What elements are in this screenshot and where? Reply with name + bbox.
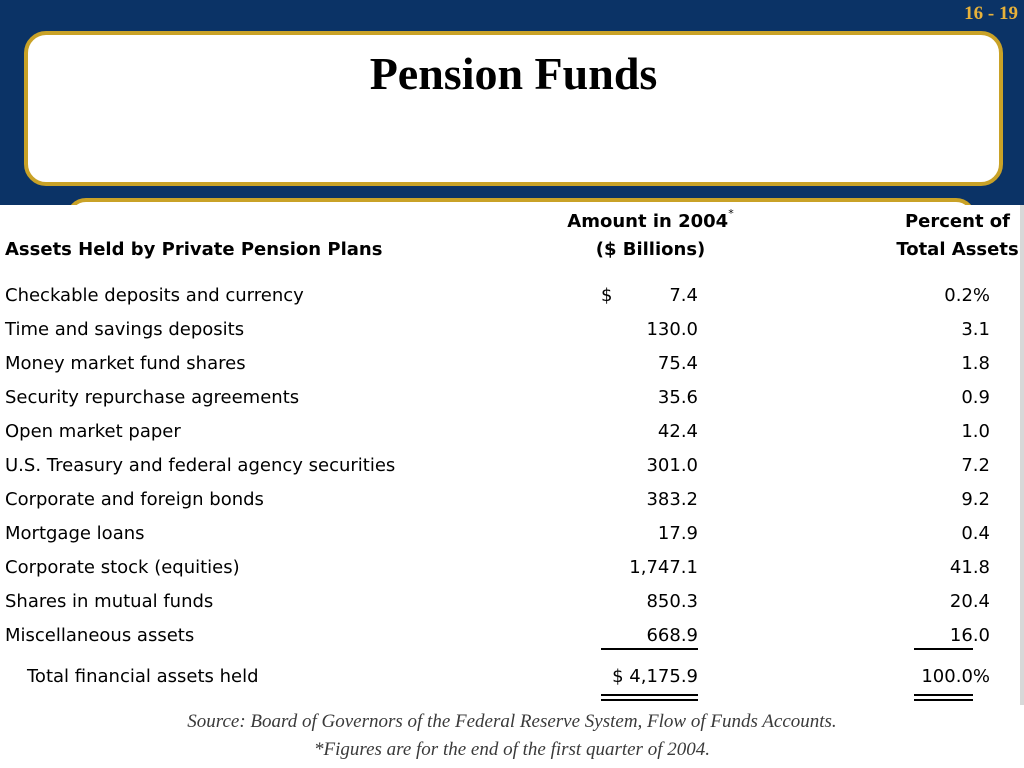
row-amount: 17.9	[657, 523, 698, 544]
subtotal-rule-percent	[914, 648, 973, 650]
total-amount: $ 4,175.9	[612, 666, 698, 687]
assets-table	[0, 205, 1020, 705]
row-percent: 9.2	[961, 489, 990, 510]
row-label: Mortgage loans	[5, 523, 145, 544]
row-label: Checkable deposits and currency	[5, 285, 304, 306]
row-percent: 1.8	[961, 353, 990, 374]
total-row	[0, 662, 1020, 692]
table-row	[0, 349, 1020, 379]
row-amount: 130.0	[646, 319, 698, 340]
row-percent: 0.4	[961, 523, 990, 544]
total-double-rule-percent-1	[914, 694, 973, 696]
row-percent: 0.2%	[944, 285, 990, 306]
total-double-rule-amount-2	[601, 699, 698, 701]
slide-title: Pension Funds	[369, 48, 658, 99]
total-percent: 100.0%	[921, 666, 990, 687]
row-percent: 3.1	[961, 319, 990, 340]
header-amount	[558, 208, 743, 264]
row-amount: 7.4	[669, 285, 698, 306]
total-double-rule-amount-1	[601, 694, 698, 696]
source-note: Source: Board of Governors of the Federal Reserve System, Flow of Funds Accounts.	[187, 711, 837, 732]
table-row	[0, 417, 1020, 447]
total-label: Total financial assets held	[27, 666, 259, 687]
row-amount: 42.4	[657, 421, 698, 442]
table-row	[0, 621, 1020, 651]
row-label: Money market fund shares	[5, 353, 246, 374]
header-amount-line2: ($ Billions)	[595, 239, 706, 260]
header-percent	[890, 208, 1024, 264]
header-percent-line1: Percent of	[904, 211, 1011, 232]
footnote-mark: *	[728, 207, 734, 220]
header-assets: Assets Held by Private Pension Plans	[5, 239, 383, 260]
table-row	[0, 315, 1020, 345]
row-label: Time and savings deposits	[5, 319, 245, 340]
subtotal-rule-amount	[601, 648, 698, 650]
row-percent: 0.9	[961, 387, 990, 408]
row-label: Corporate and foreign bonds	[5, 489, 264, 510]
total-double-rule-percent-2	[914, 699, 973, 701]
row-percent: 1.0	[961, 421, 990, 442]
table-row	[0, 553, 1020, 583]
row-amount: 301.0	[646, 455, 698, 476]
title-box	[24, 31, 1003, 186]
header-amount-line1: Amount in 2004	[567, 211, 729, 232]
row-label: Shares in mutual funds	[5, 591, 214, 612]
row-amount: 75.4	[657, 353, 698, 374]
row-amount: 35.6	[657, 387, 698, 408]
table-row	[0, 587, 1020, 617]
row-label: U.S. Treasury and federal agency securities	[5, 455, 396, 476]
row-amount: 850.3	[646, 591, 698, 612]
row-label: Open market paper	[5, 421, 181, 442]
footnote: *Figures are for the end of the first quarter of 2004.	[314, 739, 710, 760]
row-percent: 16.0	[949, 625, 990, 646]
table-row	[0, 383, 1020, 413]
header-percent-line2: Total Assets	[896, 239, 1019, 260]
row-percent: 41.8	[949, 557, 990, 578]
row-label: Miscellaneous assets	[5, 625, 195, 646]
row-percent: 20.4	[949, 591, 990, 612]
row-label: Security repurchase agreements	[5, 387, 300, 408]
slide-number: 16 - 19	[964, 3, 1018, 24]
row-dollar-sign: $	[601, 285, 613, 306]
table-edge	[1020, 205, 1024, 705]
row-amount: 1,747.1	[629, 557, 698, 578]
table-row	[0, 281, 1020, 311]
row-amount: 668.9	[646, 625, 698, 646]
row-amount: 383.2	[646, 489, 698, 510]
row-percent: 7.2	[961, 455, 990, 476]
table-row	[0, 485, 1020, 515]
table-row	[0, 451, 1020, 481]
row-label: Corporate stock (equities)	[5, 557, 240, 578]
table-row	[0, 519, 1020, 549]
